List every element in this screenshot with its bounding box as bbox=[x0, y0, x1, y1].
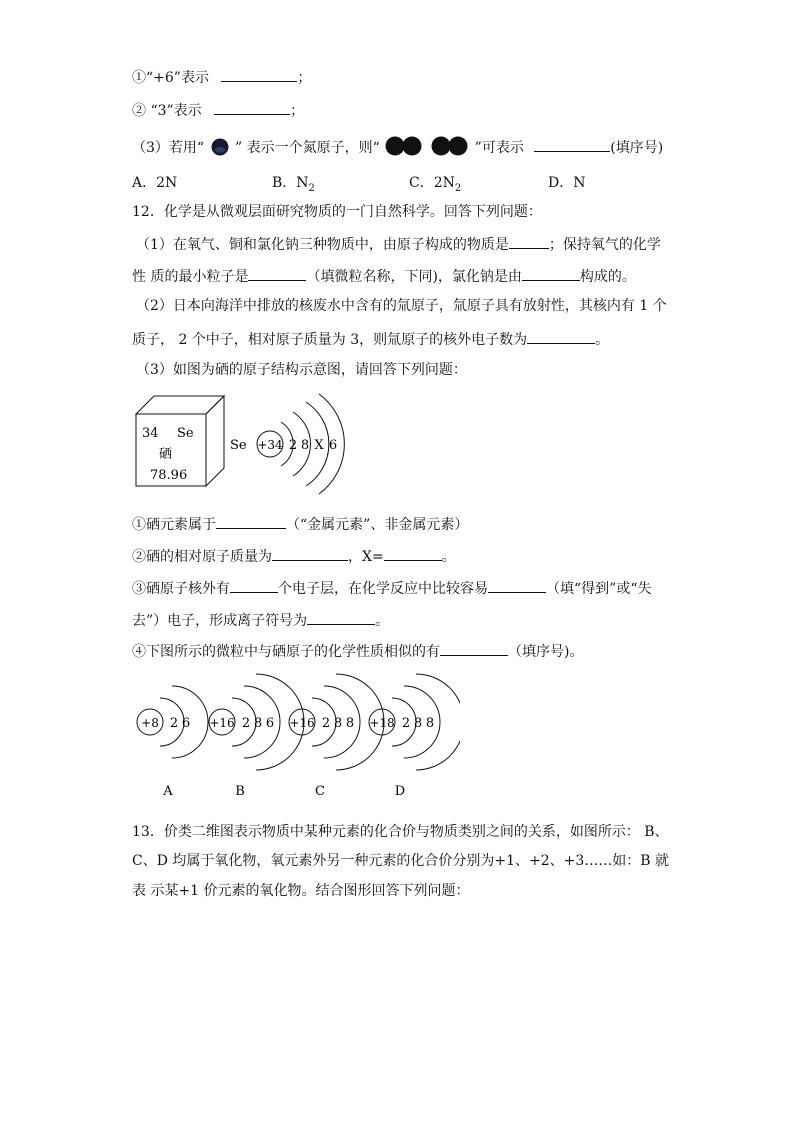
answer-blank[interactable] bbox=[221, 68, 297, 82]
q11-line2-text: ② “3”表示 bbox=[132, 103, 202, 119]
q12-s3-e: 。 bbox=[375, 613, 390, 629]
q13-line1: 13．价类二维图表示物质中某种元素的化合价与物质类别之间的关系，如图所示： B、 bbox=[132, 824, 669, 840]
nucleus-charge: +18 bbox=[369, 716, 395, 730]
se-shell-4-count: 6 bbox=[328, 438, 338, 453]
shell-electron-count: 8 bbox=[253, 716, 263, 731]
shell-electron-count: 6 bbox=[265, 716, 275, 731]
se-shell-3-count: X bbox=[314, 438, 324, 453]
option-b-text: B．N bbox=[272, 175, 309, 191]
q12-s1-a: ①硒元素属于 bbox=[132, 517, 216, 533]
q11-line3-c: ”可表示 bbox=[474, 140, 524, 156]
q12-p1-line2 bbox=[132, 267, 636, 286]
shell-electron-count: 2 bbox=[321, 716, 331, 731]
q12-s2 bbox=[132, 547, 456, 566]
q12-s2-b: ，X= bbox=[348, 549, 384, 565]
shell-electron-count: 8 bbox=[413, 716, 423, 731]
answer-blank[interactable] bbox=[534, 138, 610, 152]
n2-molecule-pair-icon bbox=[384, 135, 470, 157]
answer-blank[interactable] bbox=[527, 330, 595, 344]
shell-electron-count: 8 bbox=[345, 716, 355, 731]
q12-p1-b: ；保持氧气的化学 bbox=[548, 237, 661, 253]
se-shell-1-count: 2 bbox=[288, 438, 298, 453]
q12-s1 bbox=[132, 515, 468, 534]
se-nucleus-charge: +34 bbox=[257, 438, 283, 452]
q12-s3-d: 去”）电子，形成离子符号为 bbox=[132, 613, 308, 629]
option-a-text: A．2N bbox=[132, 175, 178, 191]
q11-line3-d: (填序号) bbox=[610, 140, 664, 156]
q12-p1-d: （填微粒名称，下同)，氯化钠是由 bbox=[306, 269, 522, 285]
particle-d bbox=[369, 674, 460, 799]
particle-diagrams bbox=[130, 672, 460, 804]
option-b[interactable] bbox=[272, 172, 315, 194]
q12-s4-a: ④下图所示的微粒中与硒原子的化学性质相似的有 bbox=[132, 644, 440, 660]
nitrogen-atom-icon bbox=[209, 138, 231, 156]
element-name: 硒 bbox=[159, 447, 173, 462]
nucleus-charge: +8 bbox=[141, 716, 159, 730]
q12-p1-a: （1）在氧气、铜和氯化钠三种物质中，由原子构成的物质是 bbox=[136, 237, 509, 253]
nucleus-charge: +16 bbox=[209, 716, 235, 730]
q12-p1-e: 构成的。 bbox=[579, 269, 636, 285]
q12-p1-c: 性 质的最小粒子是 bbox=[132, 269, 249, 285]
q12-p2-line2 bbox=[132, 330, 609, 349]
q12-s3-b: 个电子层，在化学反应中比较容易 bbox=[278, 581, 488, 597]
q12-s3-c: （填“得到”或“失 bbox=[546, 581, 652, 597]
electron-shell bbox=[413, 674, 460, 770]
q12-s3-line2 bbox=[132, 611, 389, 630]
shell-electron-count: 8 bbox=[425, 716, 435, 731]
q11-line1 bbox=[132, 68, 311, 87]
q12-p2-b: 质子， 2 个中子，相对原子质量为 3，则氚原子的核外电子数为 bbox=[132, 332, 528, 348]
q11-line2 bbox=[132, 101, 304, 120]
q12-s4-b: （填序号)。 bbox=[508, 644, 584, 660]
shell-electron-count: 2 bbox=[241, 716, 251, 731]
shell-electron-count: 8 bbox=[333, 716, 343, 731]
option-c-text: C．2N bbox=[409, 175, 455, 191]
q12-p3: （3）如图为硒的原子结构示意图，请回答下列问题： bbox=[136, 362, 467, 378]
shell-electron-count: 2 bbox=[169, 716, 179, 731]
q12-p2-c: 。 bbox=[595, 332, 610, 348]
shell-electron-count: 2 bbox=[401, 716, 411, 731]
option-d[interactable] bbox=[548, 172, 585, 192]
q13-line3: 表 示某+1 价元素的氧化物。结合图形回答下列问题： bbox=[132, 883, 470, 899]
atom-symbol: Se bbox=[230, 438, 247, 453]
q13-line2: C、D 均属于氧化物，氧元素外另一种元素的化合价分别为+1、+2、+3……如：B 就 bbox=[132, 853, 670, 869]
q12-s3-line1 bbox=[132, 579, 651, 598]
option-c[interactable] bbox=[409, 172, 461, 194]
se-shell-2-count: 8 bbox=[300, 438, 310, 453]
q12-p1-line1 bbox=[136, 235, 661, 254]
q11-line3-a: （3）若用“ bbox=[132, 140, 205, 156]
particle-b bbox=[209, 674, 304, 799]
option-d-text: D．N bbox=[548, 175, 586, 191]
q12-title: 12．化学是从微观层面研究物质的一门自然科学。回答下列问题： bbox=[132, 204, 542, 220]
particle-a bbox=[137, 686, 208, 799]
shell-electron-count: 6 bbox=[181, 716, 191, 731]
option-a[interactable] bbox=[132, 172, 177, 192]
particle-label: A bbox=[163, 784, 173, 799]
answer-blank[interactable] bbox=[216, 515, 286, 529]
q11-line2-end: ； bbox=[290, 103, 305, 119]
answer-blank[interactable] bbox=[522, 267, 580, 281]
q12-s4 bbox=[132, 642, 583, 661]
q12-s1-b: （“金属元素”、非金属元素） bbox=[286, 517, 469, 533]
answer-blank[interactable] bbox=[214, 101, 290, 115]
answer-blank[interactable] bbox=[248, 267, 306, 281]
q11-line1-text: ①“+6”表示 bbox=[132, 70, 209, 86]
q12-s2-c: 。 bbox=[441, 549, 456, 565]
element-cube bbox=[136, 396, 224, 486]
option-c-sub: 2 bbox=[454, 182, 462, 194]
particle-label: C bbox=[315, 784, 325, 799]
selenium-figure bbox=[130, 392, 360, 512]
answer-blank[interactable] bbox=[488, 579, 546, 593]
answer-blank[interactable] bbox=[230, 579, 278, 593]
answer-blank[interactable] bbox=[307, 611, 375, 625]
q12-s3-a: ③硒原子核外有 bbox=[132, 581, 230, 597]
answer-blank[interactable] bbox=[384, 547, 442, 561]
q11-line1-end: ； bbox=[297, 70, 312, 86]
element-symbol: Se bbox=[177, 426, 194, 441]
q11-line3 bbox=[132, 135, 663, 157]
answer-blank[interactable] bbox=[440, 642, 508, 656]
answer-blank[interactable] bbox=[272, 547, 348, 561]
particle-label: B bbox=[235, 784, 245, 799]
q12-p2-line1: （2）日本向海洋中排放的核废水中含有的氚原子，氚原子具有放射性，其核内有 1 个 bbox=[136, 298, 667, 314]
nucleus-charge: +16 bbox=[289, 716, 315, 730]
particle-label: D bbox=[394, 784, 406, 799]
q11-line3-b: ” 表示一个氮原子，则“ bbox=[234, 140, 380, 156]
particle-c bbox=[289, 674, 384, 799]
element-number: 34 bbox=[142, 426, 159, 441]
answer-blank[interactable] bbox=[509, 235, 549, 249]
q12-s2-a: ②硒的相对原子质量为 bbox=[132, 549, 272, 565]
element-mass: 78.96 bbox=[150, 468, 188, 483]
option-b-sub: 2 bbox=[308, 182, 315, 194]
